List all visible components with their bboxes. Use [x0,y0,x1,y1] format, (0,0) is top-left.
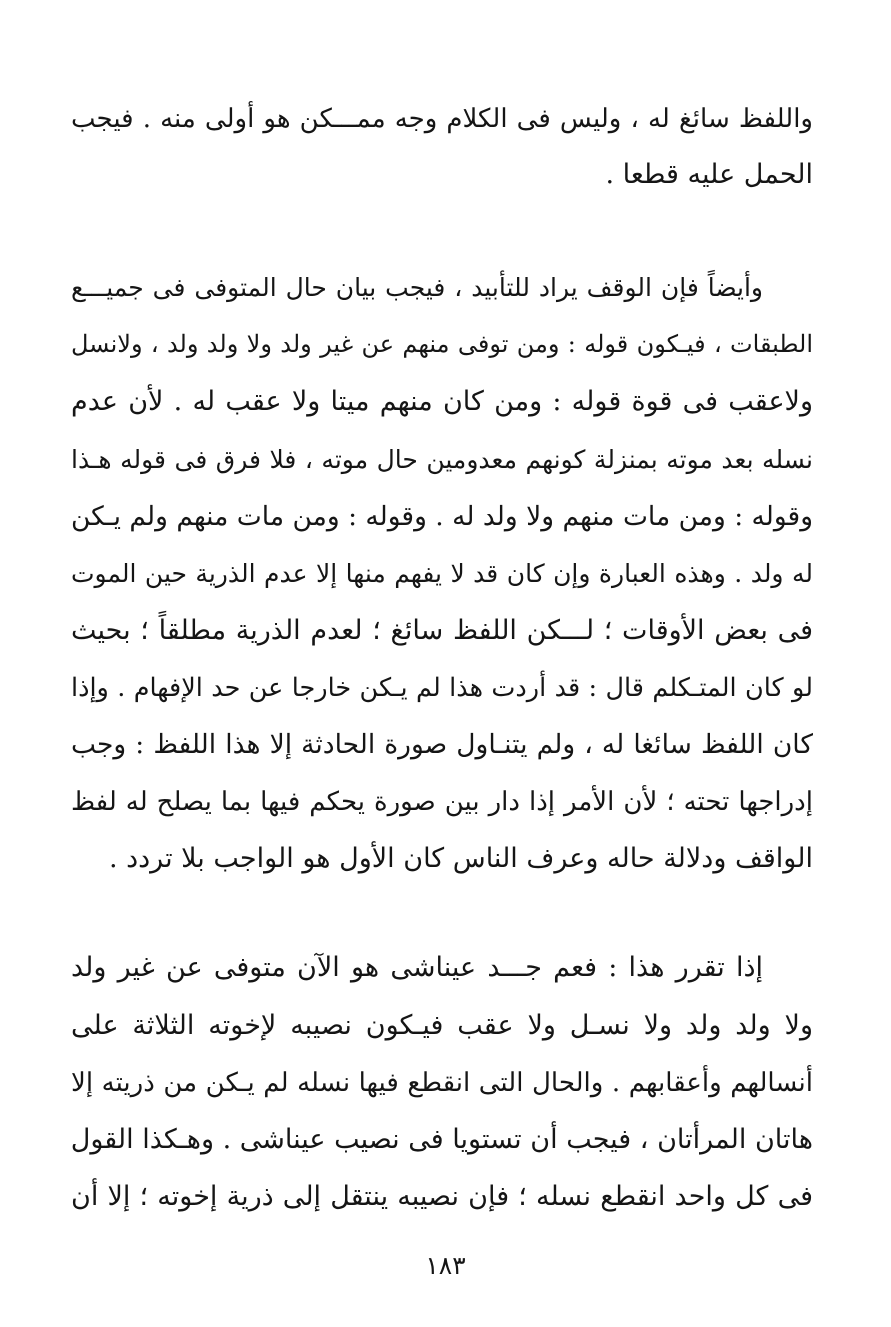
paragraph-1-line-1: واللفظ سائغ له ، وليس فى الكلام وجه ممـــكن هو أولى منه . فيجب [71,104,813,134]
paragraph-2-line-9: كان اللفظ سائغا له ، ولم يتنـاول صورة الحادثة إلا هذا اللفظ : وجب [71,729,813,760]
paragraph-2-line-1: وأيضاً فإن الوقف يراد للتأبيد ، فيجب بيان حال المتوفى فى جميـــع [71,273,763,302]
paragraph-3-line-4: هاتان المرأتان ، فيجب أن تستويا فى نصيب عيناشى . وهـكذا القول [71,1124,813,1155]
paragraph-3-line-1: إذا تقرر هذا : فعم جـــد عيناشى هو الآن متوفى عن غير ولد [71,952,763,983]
paragraph-2-line-6: له ولد . وهذه العبارة وإن كان قد لا يفهم منها إلا عدم الذرية حين الموت [71,559,813,588]
paragraph-2-line-2: الطبقات ، فيـكون قوله : ومن توفى منهم عن غير ولد ولا ولد ولد ، ولانسل [71,330,813,358]
paragraph-1-line-2: الحمل عليه قطعا . [605,159,813,190]
paragraph-2-line-10: إدراجها تحته ؛ لأن الأمر إذا دار بين صورة يحكم فيها بما يصلح له لفظ [71,787,813,817]
paragraph-2-line-4: نسله بعد موته بمنزلة كونهم معدومين حال موته ، فلا فرق فى قوله هـذا [71,445,813,474]
paragraph-3-line-2: ولا ولد ولد ولا نسـل ولا عقب فيـكون نصيبه لإخوته الثلاثة على [71,1010,813,1041]
paragraph-2-line-3: ولاعقب فى قوة قوله : ومن كان منهم ميتا ولا عقب له . لأن عدم [71,386,813,417]
paragraph-3-line-3: أنسالهم وأعقابهم . والحال التى انقطع فيها نسله لم يـكن من ذريته إلا [71,1068,813,1098]
paragraph-3-line-5: فى كل واحد انقطع نسله ؛ فإن نصيبه ينتقل إلى ذرية إخوته ؛ إلا أن [71,1181,813,1212]
paragraph-2-line-8: لو كان المتـكلم قال : قد أردت هذا لم يـكن خارجا عن حد الإفهام . وإذا [71,673,813,703]
paragraph-2-line-5: وقوله : ومن مات منهم ولا ولد له . وقوله : ومن مات منهم ولم يـكن [71,501,813,532]
paragraph-2-line-7: فى بعض الأوقات ؛ لـــكن اللفظ سائغ ؛ لعدم الذرية مطلقاً ؛ بحيث [71,615,813,646]
page-number: ١٨٣ [425,1251,466,1280]
paragraph-2-line-11: الواقف ودلالة حاله وعرف الناس كان الأول هو الواجب بلا تردد . [108,843,813,874]
